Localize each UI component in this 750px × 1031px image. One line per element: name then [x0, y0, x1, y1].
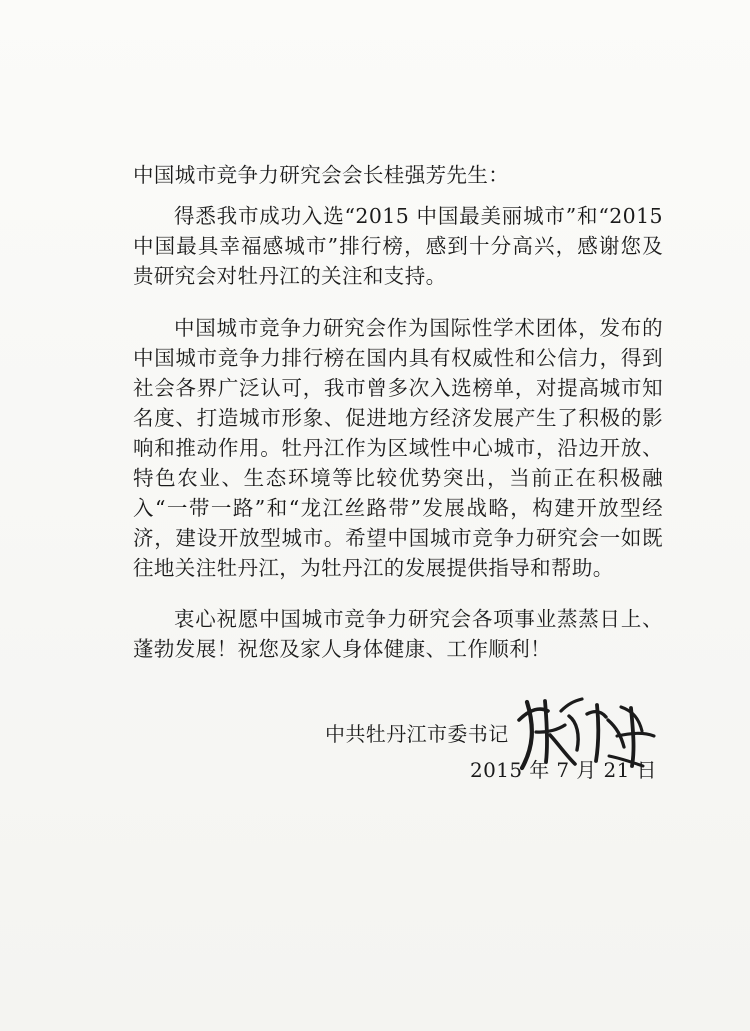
letter-date: 2015 年 7 月 21 日	[470, 758, 657, 782]
handwritten-signature	[505, 680, 665, 780]
paragraph-thanks: 得悉我市成功入选“2015 中国最美丽城市”和“2015 中国最具幸福感城市”排行榜，感到十分高兴，感谢您及贵研究会对牡丹江的关注和支持。	[133, 204, 663, 288]
salutation: 中国城市竞争力研究会会长桂强芳先生：	[133, 163, 510, 187]
sender-title: 中共牡丹江市委书记	[325, 722, 509, 746]
paragraph-wishes: 衷心祝愿中国城市竞争力研究会各项事业蒸蒸日上、蓬勃发展！祝您及家人身体健康、工作顺利！	[133, 607, 663, 661]
paragraph-city-development: 中国城市竞争力研究会作为国际性学术团体，发布的中国城市竞争力排行榜在国内具有权威性和公信力，得到社会各界广泛认可，我市曾多次入选榜单，对提高城市知名度、打造城市形象、促进地方经济发展产生了积极的影响和推动作用。牡丹江作为区域性中心城市，沿边开放、特色农业、生态环境等比较优势突出，当前正在积极融入“一带一路”和“龙江丝路带”发展战略，构建开放型经济，建设开放型城市。希望中国城市竞争力研究会一如既往地关注牡丹江，为牡丹江的发展提供指导和帮助。	[133, 316, 663, 580]
